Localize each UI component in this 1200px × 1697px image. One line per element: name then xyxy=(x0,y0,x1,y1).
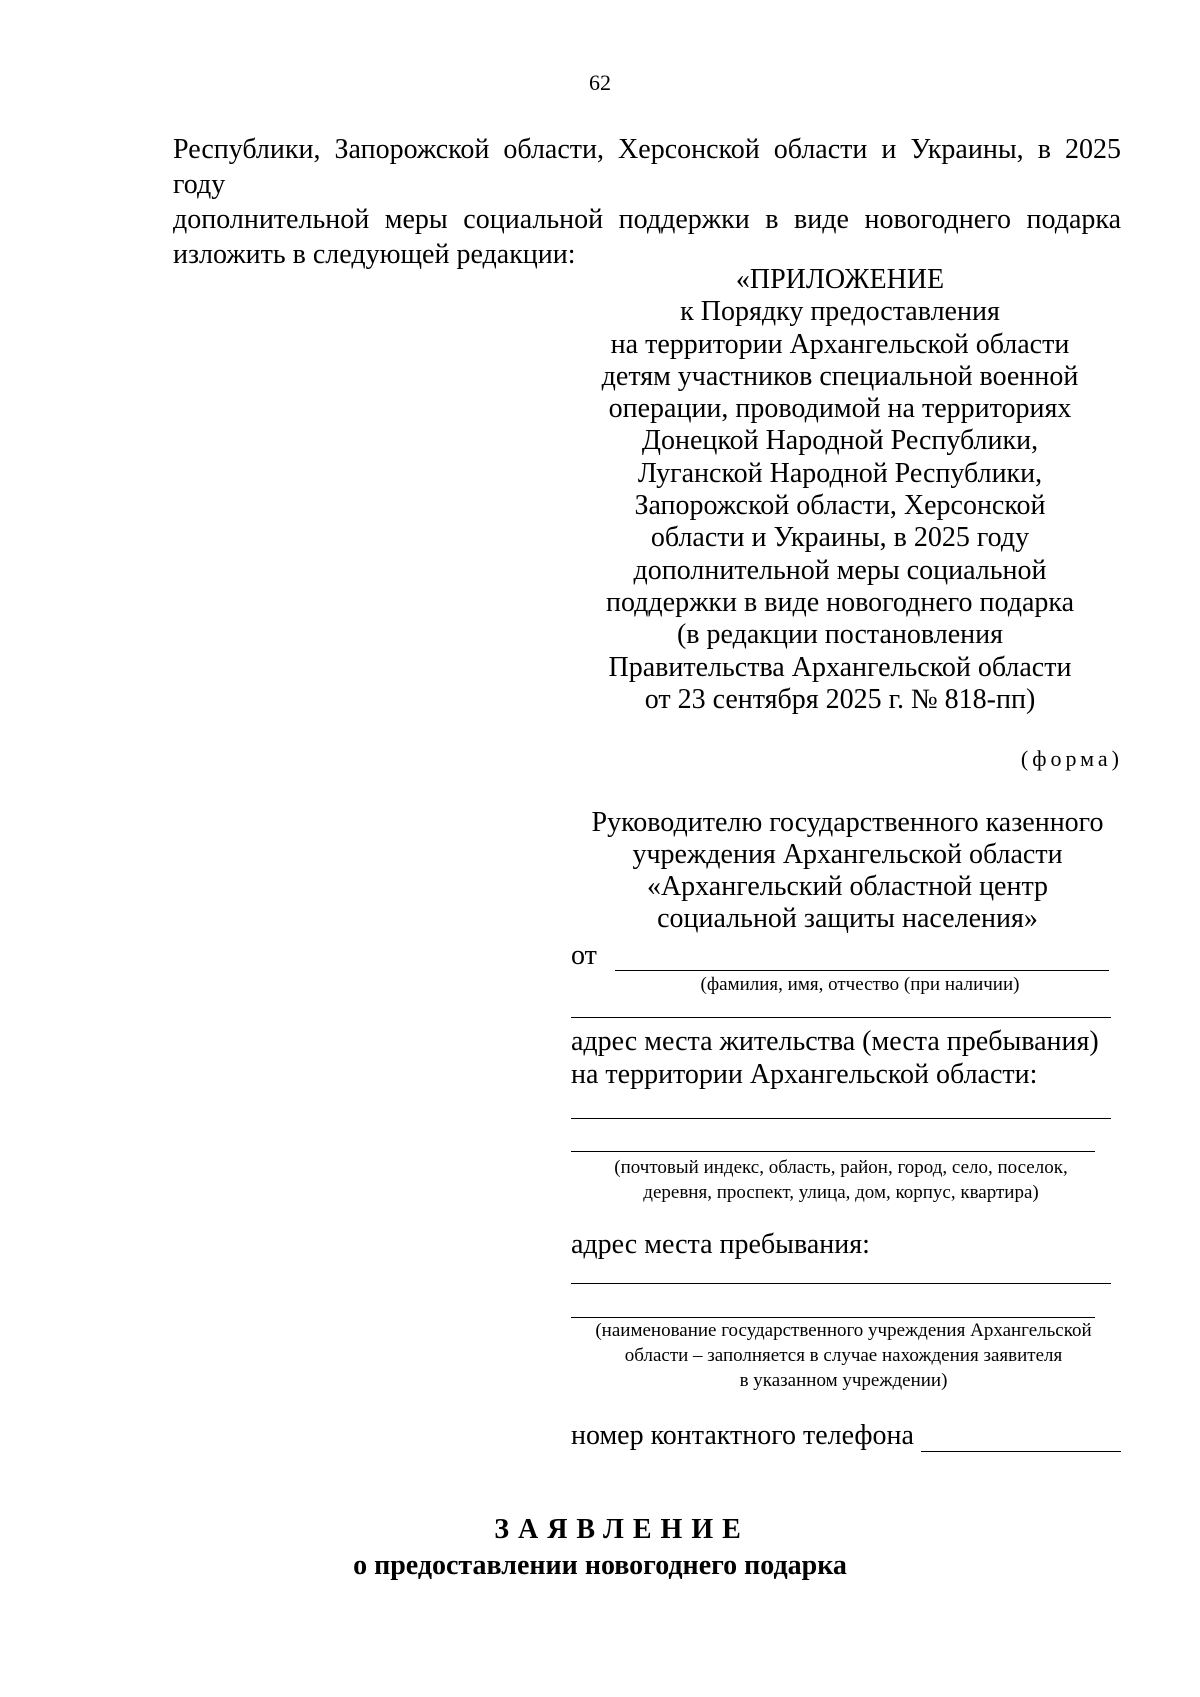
appendix-line: Донецкой Народной Республики, xyxy=(641,425,1039,457)
intro-line: дополнительной меры социальной поддержки в виде новогоднего подарка xyxy=(173,204,1121,235)
from-row xyxy=(571,940,1111,974)
recipient-block xyxy=(575,807,1120,935)
recipient-line: «Архангельский областной центр xyxy=(646,871,1049,902)
appendix-line: поддержки в виде новогоднего подарка xyxy=(605,586,1075,618)
phone-row xyxy=(571,1420,1121,1456)
form-label: (форма) xyxy=(1020,746,1123,771)
from-label: от xyxy=(571,940,597,971)
phone-label: номер контактного телефона xyxy=(571,1420,914,1451)
stay-address-field-1[interactable] xyxy=(571,1283,1111,1284)
recipient-line: учреждения Архангельской области xyxy=(632,839,1063,870)
appendix-line: от 23 сентября 2025 г. № 818-пп) xyxy=(644,683,1036,715)
appendix-line: области и Украины, в 2025 году xyxy=(650,522,1030,554)
appendix-line: (в редакции постановления xyxy=(676,619,1004,651)
stay-address-label: адрес места пребывания: xyxy=(571,1229,870,1260)
appendix-line: операции, проводимой на территориях xyxy=(608,393,1072,425)
statement-title: ЗАЯВЛЕНИЕ xyxy=(494,1514,750,1545)
appendix-line: Запорожской области, Херсонской xyxy=(634,490,1046,522)
appendix-line: к Порядку предоставления xyxy=(680,296,1000,328)
address-caption: (почтовый индекс, область, район, город, село, поселок, деревня, проспект, улица, дом, корпус, квартира) xyxy=(614,1157,1068,1203)
residence-address-field-1[interactable] xyxy=(571,1118,1111,1119)
intro-paragraph xyxy=(173,132,1121,272)
recipient-line: социальной защиты населения» xyxy=(657,903,1038,934)
page-number: 62 xyxy=(589,70,611,95)
appendix-line: Правительства Архангельской области xyxy=(608,651,1072,683)
appendix-line: на территории Архангельской области xyxy=(610,328,1070,360)
institution-caption: (наименование государственного учреждения Архангельской области – заполняется в случае нахождения заявителя в указанном учреждении) xyxy=(595,1320,1092,1391)
phone-field[interactable] xyxy=(921,1451,1121,1452)
appendix-line: дополнительной меры социальной xyxy=(633,554,1047,586)
statement-subtitle: о предоставлении новогоднего подарка xyxy=(353,1550,847,1581)
statement-heading xyxy=(0,1512,1200,1584)
name-field[interactable] xyxy=(615,970,1109,971)
appendix-line: «ПРИЛОЖЕНИЕ xyxy=(735,264,945,295)
intro-line: Республики, Запорожской области, Херсонской области и Украины, в 2025 году xyxy=(173,134,1121,200)
residence-label: адрес места жительства (места пребывания) на территории Архангельской области: xyxy=(571,1026,1099,1090)
residence-address-field-2[interactable] xyxy=(571,1151,1095,1152)
recipient-line: Руководителю государственного казенного xyxy=(591,807,1104,838)
name-caption: (фамилия, имя, отчество (при наличии) xyxy=(700,974,1020,995)
name-field-continued[interactable] xyxy=(571,1017,1111,1018)
appendix-line: Луганской Народной Республики, xyxy=(637,457,1043,489)
appendix-line: детям участников специальной военной xyxy=(601,360,1079,392)
appendix-header xyxy=(560,264,1120,716)
intro-line: изложить в следующей редакции: xyxy=(173,239,576,270)
